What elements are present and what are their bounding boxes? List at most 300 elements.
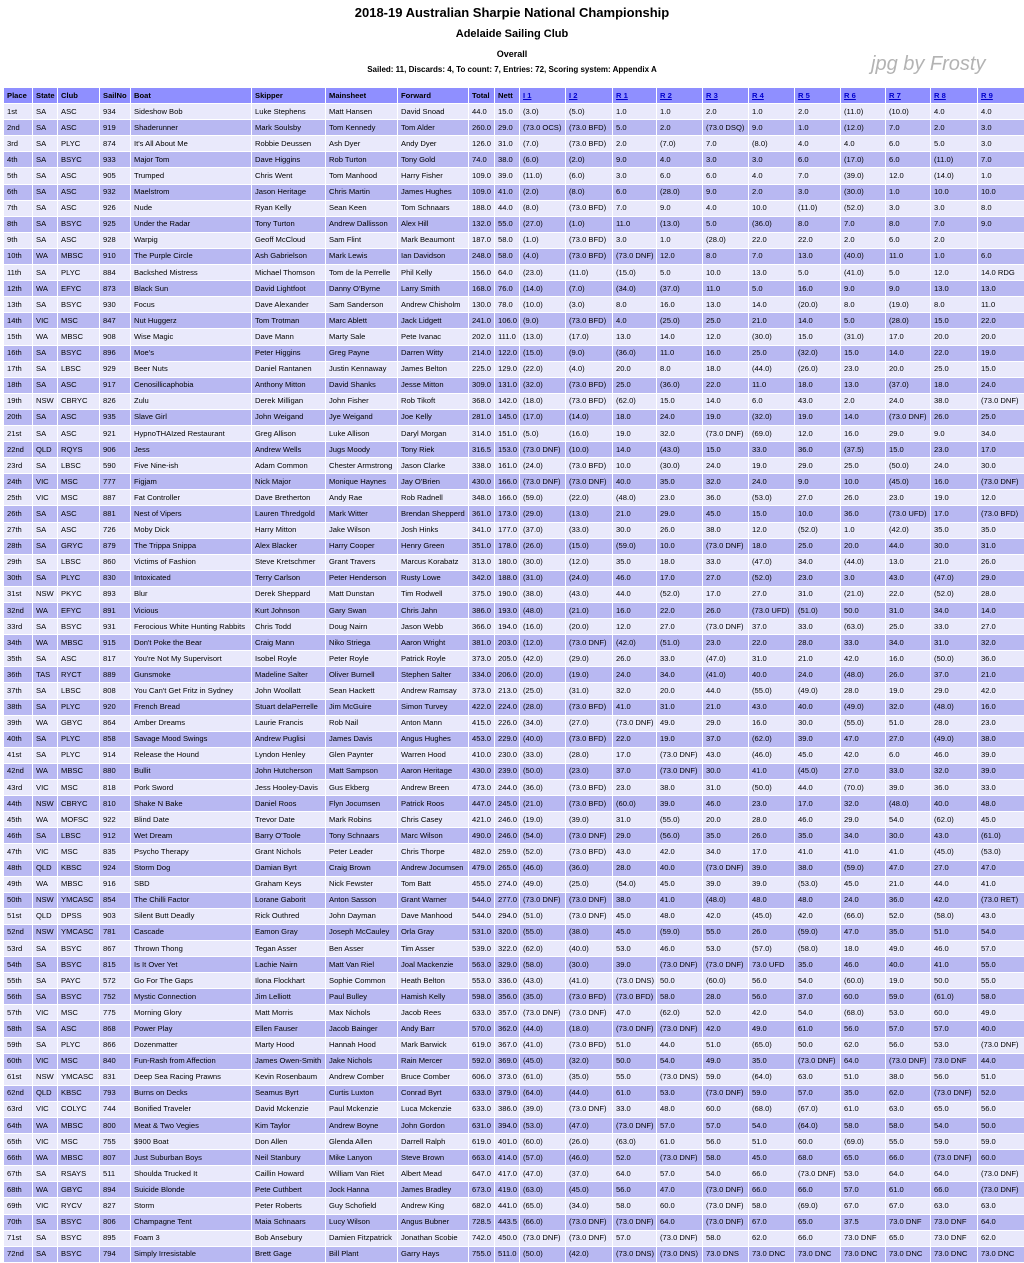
table-cell: (8.0) xyxy=(749,136,795,152)
table-cell: 28.0 xyxy=(931,715,978,731)
table-cell: (52.0) xyxy=(841,200,886,216)
table-cell: 369.0 xyxy=(495,1053,520,1069)
table-cell: 916 xyxy=(100,876,131,892)
table-cell: 2.0 xyxy=(841,232,886,248)
table-cell: (62.0) xyxy=(520,940,566,956)
table-cell: $900 Boat xyxy=(131,1134,252,1150)
table-cell: (11.0) xyxy=(520,168,566,184)
table-cell: 917 xyxy=(100,377,131,393)
table-cell: Under the Radar xyxy=(131,216,252,232)
table-cell: Barry O'Toole xyxy=(252,828,326,844)
table-cell: (73.0 DNF) xyxy=(520,442,566,458)
table-cell: Glenda Allen xyxy=(326,1134,398,1150)
column-header[interactable]: I 1 xyxy=(520,88,566,104)
table-cell: VIC xyxy=(33,1134,58,1150)
table-cell: 64.0 xyxy=(495,265,520,281)
table-cell: Kurt Johnson xyxy=(252,603,326,619)
table-cell: (39.0) xyxy=(566,812,613,828)
table-cell: (4.0) xyxy=(566,361,613,377)
table-cell: 9.0 xyxy=(841,281,886,297)
table-cell: 45.0 xyxy=(613,924,657,940)
table-cell: Andrew Wells xyxy=(252,442,326,458)
table-cell: (48.0) xyxy=(703,892,749,908)
table-cell: NSW xyxy=(33,796,58,812)
table-cell: 25.0 xyxy=(978,409,1024,425)
table-cell: 14.0 RDG xyxy=(978,265,1024,281)
table-cell: 924 xyxy=(100,860,131,876)
table-row xyxy=(4,683,1024,699)
table-cell: (17.0) xyxy=(520,409,566,425)
table-cell: 20th xyxy=(4,409,33,425)
table-row xyxy=(4,281,1024,297)
column-header[interactable]: R 4 xyxy=(749,88,795,104)
table-cell: (42.0) xyxy=(566,1246,613,1262)
table-cell: ASC xyxy=(58,377,100,393)
table-cell: (73.0 DNF) xyxy=(566,828,613,844)
table-cell: (73.0 DNS) xyxy=(657,1069,703,1085)
table-cell: 386.0 xyxy=(469,603,495,619)
table-cell: (4.0) xyxy=(520,248,566,264)
table-cell: Andy Rae xyxy=(326,490,398,506)
table-cell: David Snoad xyxy=(398,104,469,120)
table-row xyxy=(4,442,1024,458)
table-cell: Chris Thorpe xyxy=(398,844,469,860)
table-cell: (59.0) xyxy=(657,924,703,940)
table-cell: 53.0 xyxy=(657,1085,703,1101)
table-cell: Sean Hackett xyxy=(326,683,398,699)
table-cell: 59.0 xyxy=(886,989,931,1005)
table-cell: Marc Ablett xyxy=(326,313,398,329)
table-cell: (3.0) xyxy=(566,297,613,313)
table-cell: 64.0 xyxy=(657,1214,703,1230)
table-cell: 180.0 xyxy=(495,554,520,570)
table-cell: (31.0) xyxy=(520,570,566,586)
table-cell: 6.0 xyxy=(886,747,931,763)
table-cell: 6.0 xyxy=(886,152,931,168)
table-cell: (73.0 DNF) xyxy=(566,1101,613,1117)
table-cell: 4.0 xyxy=(931,104,978,120)
table-cell: 61.0 xyxy=(613,1085,657,1101)
column-header[interactable]: R 6 xyxy=(841,88,886,104)
table-cell: 73.0 DNF xyxy=(886,1214,931,1230)
table-cell: 663.0 xyxy=(469,1150,495,1166)
table-cell: 15.0 xyxy=(841,345,886,361)
table-cell: ASC xyxy=(58,104,100,120)
column-header[interactable]: R 7 xyxy=(886,88,931,104)
table-cell: (73.0 DNF) xyxy=(613,1021,657,1037)
table-cell: 50.0 xyxy=(657,973,703,989)
table-cell: Intoxicated xyxy=(131,570,252,586)
table-cell: 19.0 xyxy=(795,409,841,425)
table-cell: Champagne Tent xyxy=(131,1214,252,1230)
table-cell: 5.0 xyxy=(795,265,841,281)
table-cell: SBD xyxy=(131,876,252,892)
table-cell: 36.0 xyxy=(841,506,886,522)
table-cell: COLYC xyxy=(58,1101,100,1117)
table-cell: 56.0 xyxy=(978,1101,1024,1117)
table-cell: 66.0 xyxy=(886,1150,931,1166)
table-cell: Bob Ansebury xyxy=(252,1230,326,1246)
table-cell: Bill Plant xyxy=(326,1246,398,1262)
table-cell: 28.0 xyxy=(613,860,657,876)
table-row xyxy=(4,1069,1024,1085)
table-cell: 31.0 xyxy=(495,136,520,152)
table-cell: 45.0 xyxy=(841,876,886,892)
table-cell: Rain Mercer xyxy=(398,1053,469,1069)
table-cell: Jason Heritage xyxy=(252,184,326,200)
table-cell: (73.0 BFD) xyxy=(566,458,613,474)
table-row xyxy=(4,361,1024,377)
table-cell: Ellen Fauser xyxy=(252,1021,326,1037)
table-cell: Mike Lanyon xyxy=(326,1150,398,1166)
table-cell: 1.0 xyxy=(657,232,703,248)
table-cell: 61.0 xyxy=(657,1134,703,1150)
table-cell: 356.0 xyxy=(495,989,520,1005)
table-cell: John Hutcherson xyxy=(252,763,326,779)
table-cell: Mark Robins xyxy=(326,812,398,828)
table-cell: 18.0 xyxy=(613,409,657,425)
table-cell: Wise Magic xyxy=(131,329,252,345)
table-row xyxy=(4,844,1024,860)
table-cell: 12.0 xyxy=(703,329,749,345)
table-cell: 39.0 xyxy=(749,876,795,892)
table-cell: 33.0 xyxy=(657,651,703,667)
table-cell: 29.0 xyxy=(657,506,703,522)
table-cell: 35.0 xyxy=(657,474,703,490)
table-cell: 44.0 xyxy=(703,683,749,699)
table-cell: (23.0) xyxy=(566,763,613,779)
table-cell: Moe's xyxy=(131,345,252,361)
table-cell: Tony Turton xyxy=(252,216,326,232)
table-cell: Matt Dunstan xyxy=(326,586,398,602)
table-cell: 375.0 xyxy=(469,586,495,602)
table-cell: (73.0 DNF) xyxy=(978,393,1024,409)
table-cell: 808 xyxy=(100,683,131,699)
table-cell: MOFSC xyxy=(58,812,100,828)
table-cell: 42.0 xyxy=(703,1021,749,1037)
table-cell: (29.0) xyxy=(566,651,613,667)
table-cell: 58.0 xyxy=(613,1198,657,1214)
table-cell: PLYC xyxy=(58,1037,100,1053)
table-cell: 203.0 xyxy=(495,635,520,651)
table-cell: 386.0 xyxy=(495,1101,520,1117)
table-cell: 73.0 DNF xyxy=(931,1214,978,1230)
table-cell: (34.0) xyxy=(520,715,566,731)
column-header[interactable]: R 2 xyxy=(657,88,703,104)
table-row xyxy=(4,570,1024,586)
table-cell: PLYC xyxy=(58,747,100,763)
table-cell: 854 xyxy=(100,892,131,908)
table-cell: Chris Todd xyxy=(252,619,326,635)
table-cell: Andrew Boyne xyxy=(326,1118,398,1134)
table-cell: 810 xyxy=(100,796,131,812)
table-cell: 153.0 xyxy=(495,442,520,458)
table-row xyxy=(4,329,1024,345)
table-cell: 66.0 xyxy=(795,1230,841,1246)
table-cell: 46.0 xyxy=(613,570,657,586)
table-cell: (37.0) xyxy=(566,1166,613,1182)
table-cell: 73.0 DNC xyxy=(931,1246,978,1262)
table-cell: (11.0) xyxy=(931,152,978,168)
column-header[interactable]: R 1 xyxy=(613,88,657,104)
table-cell: 54.0 xyxy=(978,924,1024,940)
table-cell: 41.0 xyxy=(495,184,520,200)
table-cell: (70.0) xyxy=(841,780,886,796)
table-cell: DPSS xyxy=(58,908,100,924)
table-cell: Dave Mann xyxy=(252,329,326,345)
table-cell: SA xyxy=(33,168,58,184)
table-row xyxy=(4,216,1024,232)
table-cell: VIC xyxy=(33,490,58,506)
table-cell: (41.0) xyxy=(566,973,613,989)
table-cell: 188.0 xyxy=(495,570,520,586)
table-cell: Lyndon Henley xyxy=(252,747,326,763)
table-cell: 19.0 xyxy=(749,458,795,474)
table-cell: 19.0 xyxy=(613,425,657,441)
table-cell: 1.0 xyxy=(749,104,795,120)
table-cell: 6.0 xyxy=(886,232,931,248)
table-cell: MBSC xyxy=(58,763,100,779)
column-header[interactable]: R 9 xyxy=(978,88,1024,104)
table-cell: RQYS xyxy=(58,442,100,458)
table-row xyxy=(4,506,1024,522)
table-cell: SA xyxy=(33,522,58,538)
table-cell: (16.0) xyxy=(520,619,566,635)
table-cell: 2.0 xyxy=(749,184,795,200)
table-cell: (2.0) xyxy=(566,152,613,168)
table-cell: Caillin Howard xyxy=(252,1166,326,1182)
table-cell: (73.0 BFD) xyxy=(566,120,613,136)
table-cell: 29.0 xyxy=(841,812,886,828)
table-cell: 39.0 xyxy=(613,957,657,973)
table-cell: (73.0 DNS) xyxy=(613,973,657,989)
table-cell: (73.0 DNF) xyxy=(978,1182,1024,1198)
table-cell: 27.0 xyxy=(886,731,931,747)
table-cell: (24.0) xyxy=(520,458,566,474)
table-cell: Jye Weigand xyxy=(326,409,398,425)
table-cell: 373.0 xyxy=(469,683,495,699)
table-cell: 24.0 xyxy=(886,393,931,409)
table-cell: (61.0) xyxy=(931,989,978,1005)
table-cell: 553.0 xyxy=(469,973,495,989)
table-cell: 351.0 xyxy=(469,538,495,554)
table-cell: SA xyxy=(33,1166,58,1182)
table-cell: 53rd xyxy=(4,940,33,956)
table-cell: 27th xyxy=(4,522,33,538)
table-cell: Max Nichols xyxy=(326,1005,398,1021)
table-cell: 455.0 xyxy=(469,876,495,892)
table-cell: 23.0 xyxy=(841,361,886,377)
table-cell: MBSC xyxy=(58,876,100,892)
table-cell: Sam Flint xyxy=(326,232,398,248)
table-cell: (13.0) xyxy=(657,216,703,232)
table-cell: (53.0) xyxy=(520,1118,566,1134)
table-cell: 41.0 xyxy=(657,892,703,908)
column-header[interactable]: R 5 xyxy=(795,88,841,104)
table-cell: (39.0) xyxy=(520,1101,566,1117)
table-cell: 921 xyxy=(100,425,131,441)
table-cell: 31.0 xyxy=(795,586,841,602)
table-cell: Angus Bubner xyxy=(398,1214,469,1230)
table-cell: 14.0 xyxy=(886,345,931,361)
table-cell: (49.0) xyxy=(795,683,841,699)
table-cell: 15.0 xyxy=(978,361,1024,377)
column-header[interactable]: R 3 xyxy=(703,88,749,104)
table-cell: (25.0) xyxy=(566,876,613,892)
table-cell: Andrew King xyxy=(398,1198,469,1214)
table-cell: (6.0) xyxy=(566,168,613,184)
table-cell: SA xyxy=(33,136,58,152)
table-cell: 43.0 xyxy=(795,393,841,409)
table-row xyxy=(4,120,1024,136)
table-cell: 21.0 xyxy=(795,651,841,667)
table-cell: Ash Dyer xyxy=(326,136,398,152)
table-cell: 35.0 xyxy=(749,1053,795,1069)
table-cell: 68.0 xyxy=(795,1150,841,1166)
table-cell: 56.0 xyxy=(749,973,795,989)
table-cell: 23.0 xyxy=(657,490,703,506)
table-cell: 19.0 xyxy=(931,490,978,506)
table-cell: 20.0 xyxy=(978,329,1024,345)
table-row xyxy=(4,957,1024,973)
table-cell: Damian Byrt xyxy=(252,860,326,876)
table-cell: 57.0 xyxy=(703,1118,749,1134)
table-cell: ASC xyxy=(58,232,100,248)
table-cell: Release the Hound xyxy=(131,747,252,763)
table-cell: 111.0 xyxy=(495,329,520,345)
table-cell: 41.0 xyxy=(613,699,657,715)
table-row xyxy=(4,860,1024,876)
table-cell: 17.0 xyxy=(613,747,657,763)
table-cell: (59.0) xyxy=(613,538,657,554)
table-cell: 12.0 xyxy=(795,425,841,441)
table-cell: 320.0 xyxy=(495,924,520,940)
table-cell: WA xyxy=(33,763,58,779)
table-cell: Mark Soulsby xyxy=(252,120,326,136)
table-cell: (73.0 DNF) xyxy=(703,860,749,876)
table-cell: VIC xyxy=(33,474,58,490)
table-cell: 815 xyxy=(100,957,131,973)
table-cell: (28.0) xyxy=(703,232,749,248)
table-cell: 9.0 xyxy=(978,216,1024,232)
table-cell: Don Allen xyxy=(252,1134,326,1150)
table-cell: (47.0) xyxy=(749,554,795,570)
table-cell: (49.0) xyxy=(841,699,886,715)
table-cell: Lorane Gaborit xyxy=(252,892,326,908)
table-row xyxy=(4,1246,1024,1262)
table-cell: 47.0 xyxy=(841,924,886,940)
table-cell: 30.0 xyxy=(795,715,841,731)
table-cell: 8.0 xyxy=(613,297,657,313)
table-cell: (73.0 DNF) xyxy=(566,635,613,651)
table-cell: 453.0 xyxy=(469,731,495,747)
table-cell: VIC xyxy=(33,844,58,860)
table-cell: WA xyxy=(33,329,58,345)
table-cell: (73.0 BFD) xyxy=(566,136,613,152)
table-cell: Derek Sheppard xyxy=(252,586,326,602)
table-cell: Fun-Rash from Affection xyxy=(131,1053,252,1069)
table-cell: (51.0) xyxy=(520,908,566,924)
column-header[interactable]: I 2 xyxy=(566,88,613,104)
table-cell: 881 xyxy=(100,506,131,522)
table-cell: 401.0 xyxy=(495,1134,520,1150)
table-cell: 818 xyxy=(100,780,131,796)
table-cell: 447.0 xyxy=(469,796,495,812)
table-cell: 40.0 xyxy=(657,860,703,876)
table-cell: 410.0 xyxy=(469,747,495,763)
table-cell: 4.0 xyxy=(703,200,749,216)
table-cell: 42.0 xyxy=(841,747,886,763)
table-cell: (73.0 DNF) xyxy=(703,1198,749,1214)
table-cell: Joal Mackenzie xyxy=(398,957,469,973)
table-cell: Harry Cooper xyxy=(326,538,398,554)
table-cell: ASC xyxy=(58,184,100,200)
table-cell: Luke Stephens xyxy=(252,104,326,120)
table-cell: 23.0 xyxy=(703,635,749,651)
table-cell: 934 xyxy=(100,104,131,120)
table-cell: 19th xyxy=(4,393,33,409)
table-cell: 3.0 xyxy=(749,152,795,168)
table-cell: Rob Nail xyxy=(326,715,398,731)
table-cell: ASC xyxy=(58,425,100,441)
table-cell: Aaron Wright xyxy=(398,635,469,651)
table-row xyxy=(4,313,1024,329)
table-cell: (54.0) xyxy=(613,876,657,892)
table-cell: (10.0) xyxy=(886,104,931,120)
table-cell: 800 xyxy=(100,1118,131,1134)
table-cell: (21.0) xyxy=(841,586,886,602)
column-header: Skipper xyxy=(252,88,326,104)
table-cell: Slave Girl xyxy=(131,409,252,425)
table-cell: 15.0 xyxy=(703,442,749,458)
table-cell: Greg Allison xyxy=(252,425,326,441)
table-cell: 36.0 xyxy=(978,651,1024,667)
table-cell: 64.0 xyxy=(613,1166,657,1182)
table-cell: 22.0 xyxy=(749,232,795,248)
table-cell: (73.0 BFD) xyxy=(613,989,657,1005)
table-cell: You're Not My Supervisort xyxy=(131,651,252,667)
table-cell: Jonathan Scobie xyxy=(398,1230,469,1246)
table-cell: 277.0 xyxy=(495,892,520,908)
table-cell: (18.0) xyxy=(520,393,566,409)
table-cell: (28.0) xyxy=(657,184,703,200)
table-cell: Blur xyxy=(131,586,252,602)
table-cell: Maelstrom xyxy=(131,184,252,200)
table-cell: Gunsmoke xyxy=(131,667,252,683)
table-cell: (7.0) xyxy=(566,281,613,297)
table-cell: (43.0) xyxy=(566,586,613,602)
table-row xyxy=(4,1166,1024,1182)
table-cell: (40.0) xyxy=(566,940,613,956)
table-cell: 156.0 xyxy=(469,265,495,281)
table-cell: 7.0 xyxy=(613,200,657,216)
table-cell: 21st xyxy=(4,425,33,441)
table-cell: Jugs Moody xyxy=(326,442,398,458)
table-cell: (44.0) xyxy=(566,1085,613,1101)
table-cell: Tim Rodwell xyxy=(398,586,469,602)
table-cell: 260.0 xyxy=(469,120,495,136)
table-cell: Meat & Two Vegies xyxy=(131,1118,252,1134)
table-cell: 76.0 xyxy=(495,281,520,297)
table-cell: 122.0 xyxy=(495,345,520,361)
table-cell: (30.0) xyxy=(566,957,613,973)
table-cell: 914 xyxy=(100,747,131,763)
column-header[interactable]: R 8 xyxy=(931,88,978,104)
table-cell: (66.0) xyxy=(520,1214,566,1230)
table-cell: 19.0 xyxy=(703,409,749,425)
table-cell: 7.0 xyxy=(795,168,841,184)
table-cell: 362.0 xyxy=(495,1021,520,1037)
